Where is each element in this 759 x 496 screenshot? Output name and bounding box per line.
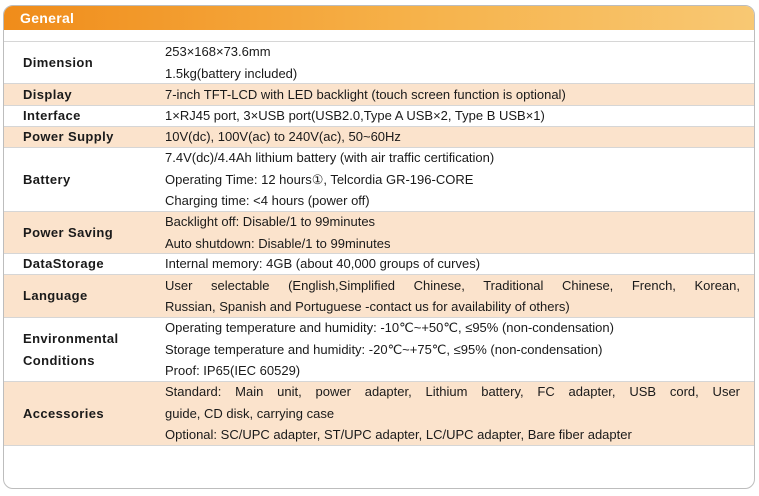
spec-value	[154, 382, 754, 445]
spec-value-line: 7-inch TFT-LCD with LED backlight (touch screen function is optional)	[165, 86, 566, 102]
spec-value-line: 253×168×73.6mm	[165, 44, 271, 59]
spec-label	[4, 212, 154, 253]
spec-row	[4, 275, 754, 318]
spec-label-text: Power Saving	[23, 224, 114, 240]
spec-label-text: Environmental	[23, 330, 119, 346]
spec-value-line: Operating temperature and humidity: -10℃~+50℃, ≤95% (non-condensation)	[165, 320, 614, 336]
spec-value	[154, 84, 754, 105]
spec-label-text: Power Supply	[23, 129, 114, 144]
spec-row	[4, 42, 754, 84]
spec-row	[4, 254, 754, 275]
spec-label	[4, 106, 154, 126]
spec-table	[3, 5, 755, 489]
spec-label	[4, 148, 154, 211]
spec-row	[4, 148, 754, 212]
spec-value-line: guide, CD disk, carrying case	[165, 405, 335, 421]
spec-label	[4, 382, 154, 445]
spec-value	[154, 275, 754, 317]
spec-value-line: Optional: SC/UPC adapter, ST/UPC adapter, LC/UPC adapter, Bare fiber adapter	[165, 427, 632, 443]
spec-row	[4, 212, 754, 254]
spec-rows	[4, 42, 754, 446]
table-bottom-spacer	[4, 446, 754, 476]
spec-value	[154, 106, 754, 126]
spec-row	[4, 318, 754, 382]
spec-value-line: Storage temperature and humidity: -20℃~+75℃, ≤95% (non-condensation)	[165, 341, 603, 357]
spec-value-line: Proof: IP65(IEC 60529)	[165, 363, 301, 379]
spec-row	[4, 127, 754, 148]
spec-label	[4, 318, 154, 381]
spec-label-text: Conditions	[23, 352, 95, 368]
spec-label	[4, 254, 154, 274]
spec-label-text: Battery	[23, 171, 71, 187]
spec-label	[4, 127, 154, 147]
spec-label	[4, 275, 154, 317]
spec-row	[4, 106, 754, 127]
spec-value-line: 1×RJ45 port, 3×USB port(USB2.0,Type A USB×2, Type B USB×1)	[165, 108, 545, 124]
spec-value	[154, 127, 754, 147]
spec-row	[4, 84, 754, 106]
spec-label-text: Accessories	[23, 405, 105, 421]
spec-value	[154, 254, 754, 274]
section-header	[4, 6, 754, 30]
spec-value-line: Charging time: <4 hours (power off)	[165, 193, 370, 209]
spec-value-line: 10V(dc), 100V(ac) to 240V(ac), 50~60Hz	[165, 129, 401, 145]
spec-value	[154, 318, 754, 381]
section-title: General	[20, 10, 75, 26]
spec-value-line: User selectable (English,Simplified Chinese, Traditional Chinese, French, Korean,	[165, 277, 740, 293]
spec-label-text: DataStorage	[23, 256, 104, 271]
spec-value-line: 7.4V(dc)/4.4Ah lithium battery (with air traffic certification)	[165, 150, 495, 166]
spec-value-line: Internal memory: 4GB (about 40,000 groups of curves)	[165, 256, 481, 272]
spec-value-line: Auto shutdown: Disable/1 to 99minutes	[165, 235, 391, 251]
spec-label	[4, 84, 154, 105]
spec-value-line: Operating Time: 12 hours①, Telcordia GR-196-CORE	[165, 171, 474, 187]
spec-value	[154, 42, 754, 83]
spec-label-text: Language	[23, 288, 88, 303]
spec-value-line: Standard: Main unit, power adapter, Lithium battery, FC adapter, USB cord, User	[165, 384, 740, 400]
spec-value	[154, 148, 754, 211]
spec-label-text: Display	[23, 86, 73, 102]
spec-value-line: Russian, Spanish and Portuguese -contact us for availability of others)	[165, 299, 570, 314]
spec-value	[154, 212, 754, 253]
spec-label	[4, 42, 154, 83]
spec-value-line: Backlight off: Disable/1 to 99minutes	[165, 214, 376, 229]
spec-row	[4, 382, 754, 446]
spec-value-line: 1.5kg(battery included)	[165, 65, 298, 81]
spec-label-text: Dimension	[23, 54, 94, 70]
spec-label-text: Interface	[23, 108, 81, 123]
